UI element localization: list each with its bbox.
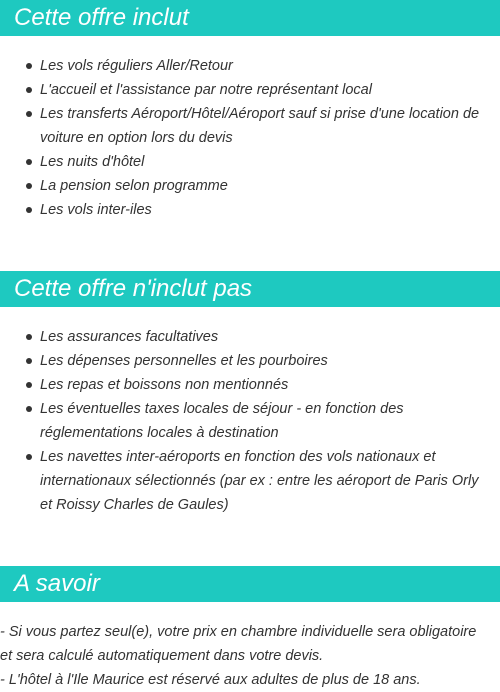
list-item: Les vols réguliers Aller/Retour	[0, 54, 500, 78]
excluded-list	[0, 325, 500, 517]
list-item: Les navettes inter-aéroports en fonction des vols nationaux et internationaux sélectionnés (par ex : entre les aéroport de Paris Orly et Roissy Charles de Gaules)	[0, 445, 500, 517]
list-item: Les assurances facultatives	[0, 325, 500, 349]
list-item: Les vols inter-iles	[0, 198, 500, 222]
included-list	[0, 54, 500, 222]
section-info	[0, 566, 500, 692]
list-item: Les nuits d'hôtel	[0, 150, 500, 174]
section-included	[0, 0, 500, 222]
list-item: Les transferts Aéroport/Hôtel/Aéroport sauf si prise d'une location de voiture en option lors du devis	[0, 102, 500, 150]
info-note: - Si vous partez seul(e), votre prix en chambre individuelle sera obligatoire et sera calculé automatiquement dans votre devis.	[0, 624, 477, 664]
section-excluded	[0, 271, 500, 517]
list-item: L'accueil et l'assistance par notre représentant local	[0, 78, 500, 102]
info-note: - L'hôtel à l'Ile Maurice est réservé aux adultes de plus de 18 ans.	[0, 672, 421, 688]
section-info-title: A savoir	[0, 566, 500, 602]
list-item: La pension selon programme	[0, 174, 500, 198]
section-included-title: Cette offre inclut	[0, 0, 500, 36]
list-item: Les repas et boissons non mentionnés	[0, 373, 500, 397]
info-notes	[0, 620, 500, 692]
section-excluded-title: Cette offre n'inclut pas	[0, 271, 500, 307]
list-item: Les éventuelles taxes locales de séjour - en fonction des réglementations locales à destination	[0, 397, 500, 445]
list-item: Les dépenses personnelles et les pourboires	[0, 349, 500, 373]
